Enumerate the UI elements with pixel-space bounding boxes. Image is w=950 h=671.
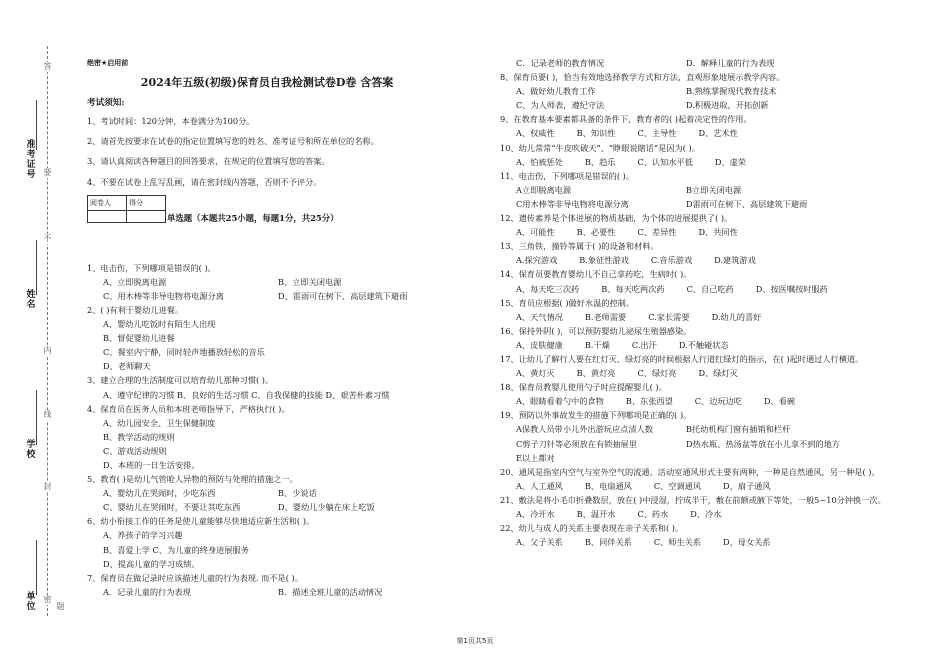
score-cell[interactable] bbox=[127, 210, 166, 222]
option-row bbox=[500, 479, 900, 493]
answer-option[interactable]: A、人工通风 bbox=[516, 480, 563, 491]
question bbox=[500, 324, 900, 352]
seal-char: 线 bbox=[43, 410, 52, 419]
option-row bbox=[500, 98, 900, 112]
notice-item: 1、考试时间：120分钟，本卷满分为100分。 bbox=[87, 116, 255, 127]
binding-margin bbox=[0, 0, 70, 671]
answer-option[interactable]: B、教学活动的规则 bbox=[103, 431, 175, 442]
answer-option[interactable]: A、冷开水 bbox=[516, 509, 555, 519]
right-column bbox=[500, 56, 900, 549]
option-row bbox=[87, 275, 497, 289]
option-row bbox=[500, 535, 900, 549]
question-stem: 17、让幼儿了解行人要在红灯灭、绿灯亮的时候根据人行道红绿灯的指示，在( )起时通过人行横道。 bbox=[500, 353, 864, 364]
answer-option[interactable]: A．记录儿童的行为表现 bbox=[103, 586, 191, 597]
option-row bbox=[500, 451, 900, 465]
question bbox=[500, 267, 900, 295]
seal-char: 内 bbox=[43, 346, 52, 355]
name-label: 姓名 bbox=[26, 290, 36, 310]
question bbox=[87, 261, 497, 303]
answer-option[interactable]: C、餐室内宁静，同时轻声地播放轻松的音乐 bbox=[103, 347, 265, 358]
question bbox=[500, 521, 900, 549]
notice-item: 2、请首先按要求在试卷的指定位置填写您的姓名、准考证号和所在单位的名称。 bbox=[87, 136, 379, 147]
answer-option[interactable]: D、看碗 bbox=[763, 396, 796, 407]
answer-option[interactable]: C.音乐游戏 bbox=[650, 255, 693, 266]
answer-option[interactable]: B、立即关闭电源 bbox=[278, 276, 342, 287]
option-row bbox=[500, 282, 900, 296]
option-row bbox=[500, 183, 900, 197]
question-stem: 8、保育员要( )，恰当有效地选择教学方式和方法，直观形象地展示教学内容。 bbox=[500, 72, 785, 83]
answer-option[interactable]: D、母女关系 bbox=[723, 537, 771, 548]
name-blank[interactable] bbox=[36, 240, 38, 295]
question-stem: 22、幼儿与成人的关系主要表现在亲子关系和( )。 bbox=[500, 523, 684, 534]
reviewer-cell[interactable] bbox=[88, 210, 127, 222]
secret-label: 绝密★启用前 bbox=[87, 59, 129, 67]
answer-option[interactable]: A、幼儿园安全、卫生保健制度 bbox=[103, 417, 216, 428]
question bbox=[87, 514, 497, 570]
answer-option[interactable]: B、每天吃两次药 bbox=[601, 283, 665, 294]
answer-option[interactable]: C、边玩边吃 bbox=[694, 396, 742, 407]
answer-option[interactable]: B、温开水 bbox=[576, 509, 616, 519]
answer-option[interactable]: D、本班的一日生活安排。 bbox=[103, 459, 200, 470]
answer-option[interactable]: A、遵守纪律的习惯 B、良好的生活习惯 C、自我保健的技能 D、艰苦朴素习惯 bbox=[103, 389, 390, 400]
question-stem: 20、通风是指室内空气与室外空气的流通。活动室通风形式主要有两种，一种是自然通风，另一种是( )。 bbox=[500, 466, 880, 477]
answer-option[interactable]: C、自己吃药 bbox=[686, 283, 734, 294]
question-stem: 1、电击伤，下列哪项是错误的( )。 bbox=[87, 262, 216, 273]
question-stem: 15、育员应根据( )做好水温的控制。 bbox=[500, 297, 635, 308]
answer-option[interactable]: A保教人员带小儿外出游玩应点清人数 bbox=[516, 424, 653, 435]
question bbox=[500, 352, 900, 380]
question-stem: 21、敷法是将小毛巾折叠数层，放在( )中浸湿，拧成半干，敷在前额或腋下等处，一般5~10分钟换一次。 bbox=[500, 494, 886, 505]
question-stem: 6、幼小衔接工作的任务是使儿童能够尽快地适应新生活和( )。 bbox=[87, 516, 315, 527]
question-stem: 18、保育员教婴儿使用勺子时应提醒婴儿( )。 bbox=[500, 382, 667, 393]
answer-option[interactable]: C.出汗 bbox=[631, 339, 657, 350]
question bbox=[500, 56, 900, 70]
answer-option[interactable]: C、为人师表，遵纪守法 bbox=[516, 100, 605, 111]
question-stem: 2、( )有利于婴幼儿进餐。 bbox=[87, 304, 184, 315]
answer-option[interactable]: B、督促婴幼儿进餐 bbox=[103, 333, 175, 344]
answer-option[interactable]: B、必要性 bbox=[576, 227, 616, 238]
answer-option[interactable]: A、权威性 bbox=[516, 128, 555, 139]
answer-option[interactable]: A、婴幼儿在哭闹时，少吃东西 bbox=[103, 488, 216, 499]
answer-option[interactable]: D、冷水 bbox=[690, 509, 722, 519]
answer-option[interactable]: C、婴幼儿在哭闹时，不要让其吃东西 bbox=[103, 502, 241, 513]
question-stem: 19、预防以外事故发生的措施下列哪项是正确的( )。 bbox=[500, 410, 692, 421]
answer-option[interactable]: A、可能性 bbox=[516, 227, 555, 238]
answer-option[interactable]: D、虚荣 bbox=[714, 156, 746, 167]
answer-option[interactable]: D、绿灯灭 bbox=[698, 368, 738, 379]
question bbox=[500, 296, 900, 324]
notice-heading: 考试须知: bbox=[87, 98, 125, 109]
question-stem: 10、幼儿常常“牛皮吹破天”、“睁眼说瞎话”是因为( )。 bbox=[500, 142, 700, 153]
answer-option[interactable]: D热水瓶、热汤盆等放在小儿拿不到的地方 bbox=[686, 438, 840, 449]
option-row bbox=[500, 197, 900, 211]
answer-option[interactable]: D、婴幼儿少躺在床上吃饭 bbox=[278, 502, 375, 513]
option-row bbox=[500, 437, 900, 451]
answer-option[interactable]: B立即关闭电源 bbox=[686, 184, 742, 195]
seal-char: 密 bbox=[43, 595, 52, 604]
seal-char: 不 bbox=[43, 234, 52, 243]
question-stem: 4、保育员在医务人员和本班老师指导下，严格执行( )。 bbox=[87, 403, 290, 414]
question bbox=[87, 472, 497, 514]
answer-option[interactable]: B、趋乐 bbox=[584, 156, 616, 167]
answer-option[interactable]: A、做好幼儿教育工作 bbox=[516, 86, 596, 97]
question-list-right bbox=[500, 56, 900, 549]
answer-option[interactable]: C.家长需要 bbox=[648, 311, 690, 322]
answer-option[interactable]: B托幼机构门窗有插销和栏杆 bbox=[686, 424, 791, 435]
answer-option[interactable]: D.幼儿的喜好 bbox=[711, 311, 762, 322]
question bbox=[500, 141, 900, 169]
question bbox=[500, 112, 900, 140]
page-title: 2024年五级(初级)保育员自我检测试卷D卷 含答案 bbox=[140, 76, 394, 90]
exam-id-label: 准考证号 bbox=[26, 140, 36, 180]
seal-char: 题 bbox=[56, 602, 65, 611]
section-heading: 单选题（本题共25小题，每题1分，共25分） bbox=[167, 212, 339, 223]
answer-option[interactable]: B、知识性 bbox=[576, 128, 616, 139]
answer-option[interactable]: B、少说话 bbox=[278, 488, 317, 499]
score-header: 得分 bbox=[127, 195, 166, 210]
question bbox=[500, 408, 900, 464]
question-stem: 12、遗传素养是个体进展的物质基础，为个体的进展提供了( )。 bbox=[500, 213, 733, 224]
option-row bbox=[87, 486, 497, 500]
answer-option[interactable]: A、怕被惩处 bbox=[516, 156, 563, 167]
question bbox=[87, 303, 497, 373]
question-stem: 14、保育员要教育婴幼儿不自己拿药吃，生病时( )。 bbox=[500, 269, 692, 280]
question bbox=[500, 465, 900, 493]
page-footer: 第1页共5页 bbox=[456, 637, 494, 645]
question bbox=[500, 211, 900, 239]
option-row bbox=[500, 84, 900, 98]
question-stem: 13、三角铁，撞铃等属于( )的设备和材料。 bbox=[500, 241, 659, 252]
seal-char: 要 bbox=[43, 168, 52, 177]
seal-char: 答 bbox=[43, 62, 52, 71]
question-stem: 16、保持外阴( )，可以预防婴幼儿泌尿生殖器感染。 bbox=[500, 325, 692, 336]
school-label: 学校 bbox=[26, 440, 36, 460]
answer-option[interactable]: B.熟练掌握现代教育技术 bbox=[686, 86, 777, 97]
answer-option[interactable]: A.探究游戏 bbox=[516, 255, 558, 266]
question bbox=[87, 373, 497, 401]
answer-option[interactable]: E以上都对 bbox=[516, 452, 555, 463]
question-stem: 9、在教育基本要素都具备的条件下，教育者的( )起着决定性的作用。 bbox=[500, 114, 752, 125]
answer-option[interactable]: A、父子关系 bbox=[516, 537, 563, 548]
question bbox=[500, 493, 900, 521]
answer-option[interactable]: A、眼睛看着勺中的食物 bbox=[516, 396, 604, 407]
answer-option[interactable]: C剪子刀针等必须放在有锁抽屉里 bbox=[516, 438, 637, 449]
option-row bbox=[87, 585, 497, 599]
answer-option[interactable]: A、立即脱离电源 bbox=[103, 276, 167, 287]
question bbox=[87, 402, 497, 472]
answer-option[interactable]: A、婴幼儿吃饭时有陌生人出现 bbox=[103, 319, 216, 330]
answer-option[interactable]: C、空调通风 bbox=[653, 480, 702, 491]
left-column bbox=[87, 56, 497, 599]
question-list-left bbox=[87, 261, 497, 599]
option-row bbox=[500, 56, 900, 70]
answer-option[interactable]: B、喜爱上学 C、为儿童的终身进展服务 bbox=[103, 544, 249, 555]
option-row bbox=[500, 338, 900, 352]
answer-option[interactable]: A立即脱离电源 bbox=[516, 184, 572, 195]
answer-option[interactable]: B、同伴关系 bbox=[584, 537, 632, 548]
option-row bbox=[500, 155, 900, 169]
answer-option[interactable]: B、黄灯亮 bbox=[576, 368, 616, 379]
answer-option[interactable]: D．解释儿童的行为表现 bbox=[686, 58, 775, 68]
answer-option[interactable]: D.建筑游戏 bbox=[714, 255, 756, 266]
notice-item: 3、请认真阅读各种题目的回答要求，在规定的位置填写您的答案。 bbox=[87, 156, 330, 167]
answer-option[interactable]: B、电扇通风 bbox=[584, 480, 632, 491]
answer-option[interactable]: C、游戏活动规则 bbox=[103, 445, 167, 456]
seal-char: 封 bbox=[43, 482, 52, 491]
option-row bbox=[500, 126, 900, 140]
question-stem: 11、电击伤，下列哪项是错误的( )。 bbox=[500, 170, 635, 181]
answer-option[interactable]: C．记录老师的教育情况 bbox=[516, 58, 605, 68]
option-row bbox=[500, 310, 900, 324]
option-row bbox=[500, 253, 900, 267]
answer-option[interactable]: A、养孩子的学习兴趣 bbox=[103, 530, 183, 541]
answer-option[interactable]: C、主导性 bbox=[637, 128, 677, 139]
seal-line bbox=[47, 46, 48, 616]
exam-id-blank[interactable] bbox=[36, 100, 38, 150]
question bbox=[87, 571, 497, 599]
question bbox=[500, 239, 900, 267]
answer-option[interactable]: D.积极进取，开拓创新 bbox=[686, 100, 769, 111]
answer-option[interactable]: D.不触碰状态 bbox=[678, 339, 729, 350]
answer-option[interactable]: D、艺术性 bbox=[698, 128, 738, 139]
unit-label: 单位 bbox=[26, 592, 36, 612]
answer-option[interactable]: C、药水 bbox=[637, 509, 669, 519]
option-row bbox=[500, 507, 900, 521]
answer-option[interactable]: B、东张西望 bbox=[625, 396, 673, 407]
unit-blank[interactable] bbox=[36, 540, 38, 595]
option-row bbox=[500, 366, 900, 380]
answer-option[interactable]: C、用木棒等非导电物将电源分离 bbox=[103, 290, 224, 301]
answer-option[interactable]: B.老师需要 bbox=[584, 311, 627, 322]
answer-option[interactable]: C、认知水平低 bbox=[637, 156, 693, 167]
question bbox=[500, 169, 900, 211]
answer-option[interactable]: B.象征性游戏 bbox=[579, 255, 629, 266]
score-table bbox=[87, 195, 166, 223]
answer-option[interactable]: A、黄灯灭 bbox=[516, 368, 555, 379]
answer-option[interactable]: D、扇子通风 bbox=[723, 480, 771, 491]
question-stem: 3、建立合理的生活制度可以培育幼儿那种习惯( )。 bbox=[87, 375, 274, 386]
option-row bbox=[500, 394, 900, 408]
answer-option[interactable]: D雷雨可在树下、高层建筑下避雨 bbox=[686, 198, 808, 209]
option-row bbox=[87, 289, 497, 303]
answer-option[interactable]: A、皮肤健康 bbox=[516, 339, 563, 350]
score-area bbox=[87, 195, 497, 235]
option-row bbox=[87, 500, 497, 514]
school-blank[interactable] bbox=[36, 390, 38, 445]
question bbox=[500, 70, 900, 112]
reviewer-header: 阅卷人 bbox=[88, 195, 127, 210]
answer-option[interactable]: D、提高儿童的学习成绩。 bbox=[103, 558, 200, 569]
answer-option[interactable]: A、每天吃三次药 bbox=[516, 283, 580, 294]
option-row bbox=[500, 225, 900, 239]
answer-option[interactable]: B.干燥 bbox=[584, 339, 610, 350]
answer-option[interactable]: D、共同性 bbox=[698, 227, 738, 238]
answer-option[interactable]: A、天气情况 bbox=[516, 311, 563, 322]
answer-option[interactable]: C、绿灯亮 bbox=[637, 368, 677, 379]
answer-option[interactable]: D、老师聊天 bbox=[103, 361, 151, 372]
answer-option[interactable]: C、差异性 bbox=[637, 227, 677, 238]
answer-option[interactable]: C、师生关系 bbox=[653, 537, 702, 548]
question-stem: 7、保育员在做记录时应该描述儿童的行为表现. 而不是( )。 bbox=[87, 572, 303, 583]
notice-item: 4、不要在试卷上乱写乱画，请在密封线内答题，否则不予评分。 bbox=[87, 176, 322, 187]
answer-option[interactable]: D、按医嘱按时服药 bbox=[755, 283, 828, 294]
answer-option[interactable]: C用木棒等非导电物将电源分离 bbox=[516, 198, 629, 209]
question-stem: 5、教育( )是幼儿气管呛人异物的预防与处理的措施之一。 bbox=[87, 474, 298, 485]
option-row bbox=[500, 422, 900, 436]
question bbox=[500, 380, 900, 408]
answer-option[interactable]: D、雷雨可在树下、高层建筑下避雨 bbox=[278, 290, 408, 301]
answer-option[interactable]: B．描述全班儿童的活动情况 bbox=[278, 586, 383, 597]
